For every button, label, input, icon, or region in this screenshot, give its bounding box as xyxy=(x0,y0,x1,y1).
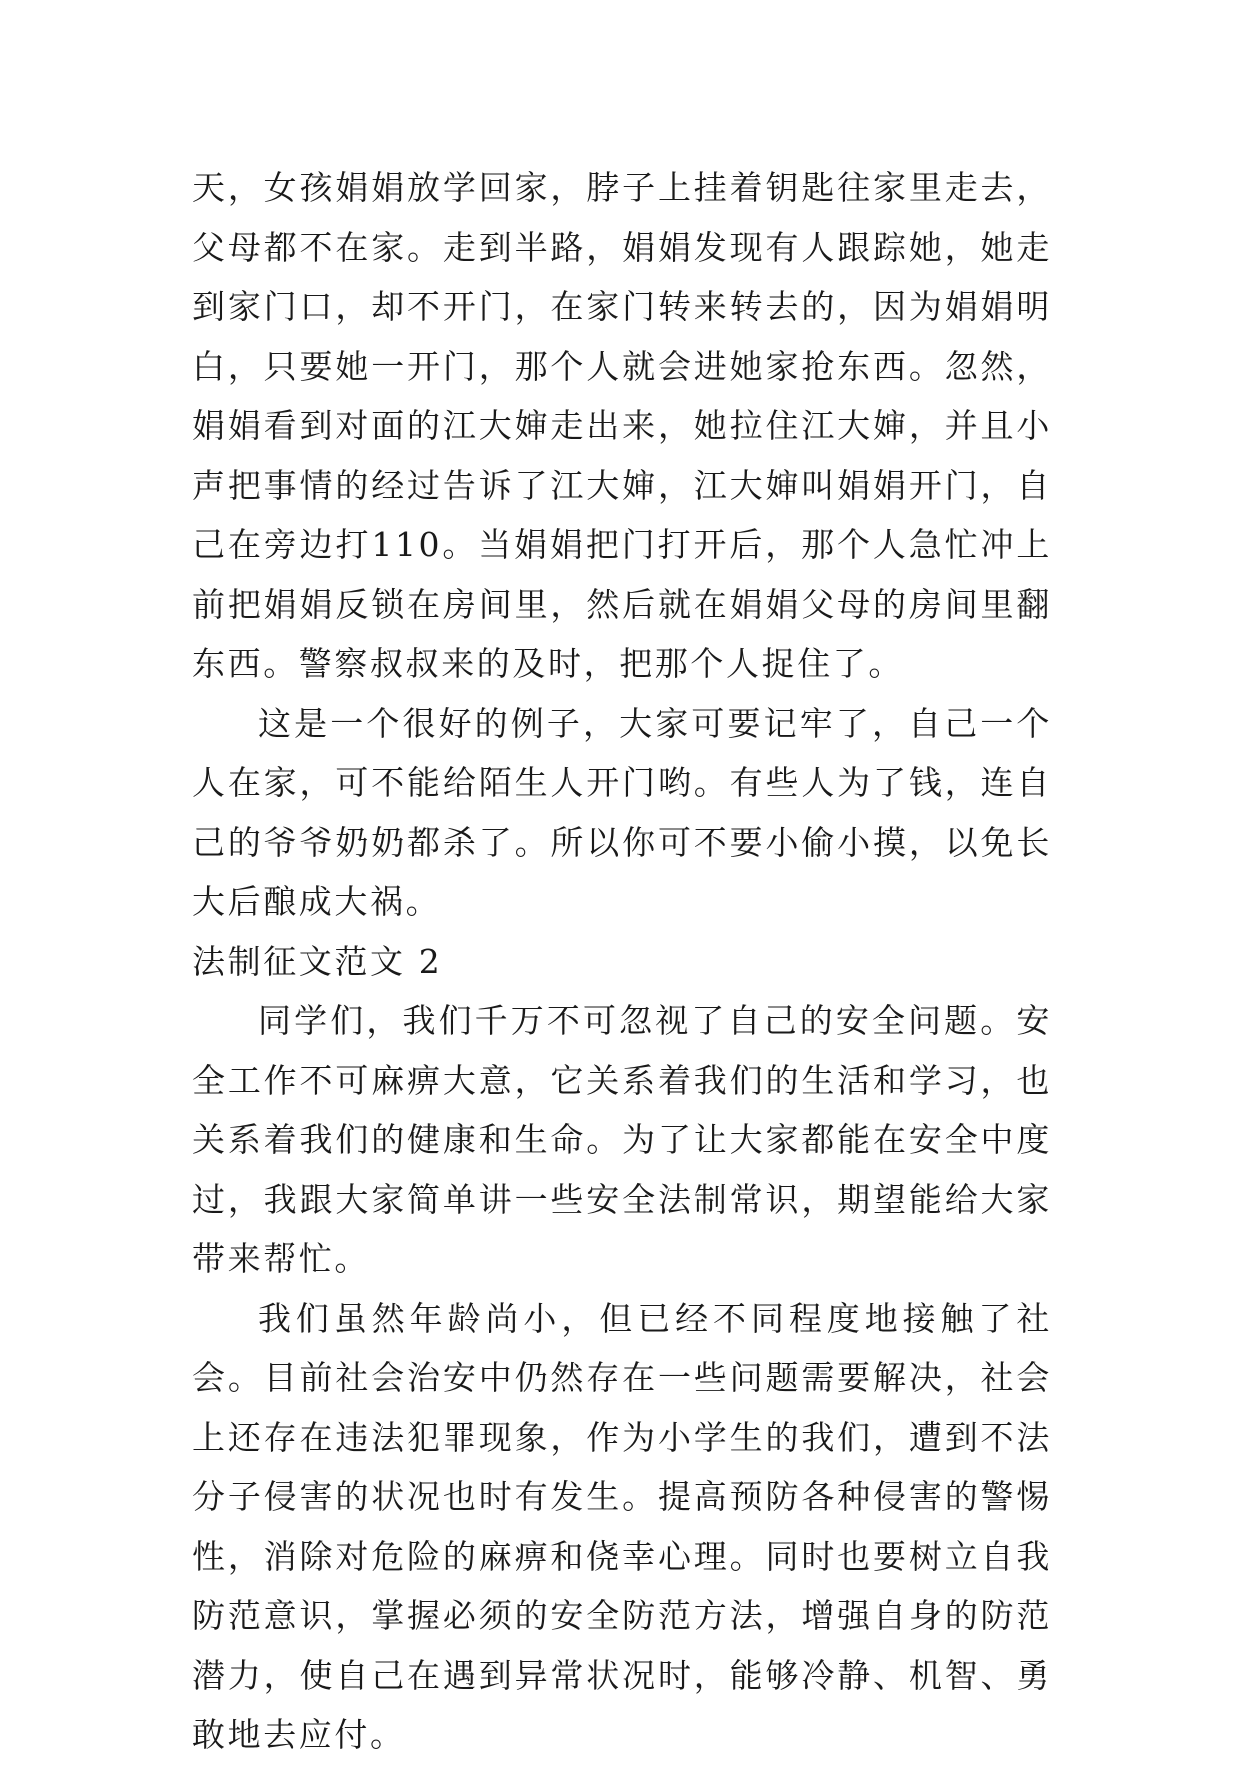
paragraph-lesson: 这是一个很好的例子，大家可要记牢了，自己一个人在家，可不能给陌生人开门哟。有些人为了钱，连自己的爷爷奶奶都杀了。所以你可不要小偷小摸，以免长大后酿成大祸。 xyxy=(192,703,1052,921)
paragraph-intro: 同学们，我们千万不可忽视了自己的安全问题。安全工作不可麻痹大意，它关系着我们的生活和学习，也关系着我们的健康和生命。为了让大家都能在安全中度过，我跟大家简单讲一些安全法制常识，期望能给大家带来帮忙。 xyxy=(192,1001,1052,1278)
section-heading: 法制征文范文 2 xyxy=(192,941,443,981)
document-body xyxy=(192,158,1052,1765)
paragraph-story-continuation: 天，女孩娟娟放学回家，脖子上挂着钥匙往家里走去，父母都不在家。走到半路，娟娟发现有人跟踪她，她走到家门口，却不开门，在家门转来转去的，因为娟娟明白，只要她一开门，那个人就会进她家抢东西。忽然，娟娟看到对面的江大婶走出来，她拉住江大婶，并且小声把事情的经过告诉了江大婶，江大婶叫娟娟开门，自己在旁边打110。当娟娟把门打开后，那个人急忙冲上前把娟娟反锁在房间里，然后就在娟娟父母的房间里翻东西。警察叔叔来的及时，把那个人捉住了。 xyxy=(192,168,1052,683)
paragraph-safety-awareness: 我们虽然年龄尚小，但已经不同程度地接触了社会。目前社会治安中仍然存在一些问题需要解决，社会上还存在违法犯罪现象，作为小学生的我们，遭到不法分子侵害的状况也时有发生。提高预防各种侵害的警惕性，消除对危险的麻痹和侥幸心理。同时也要树立自我防范意识，掌握必须的安全防范方法，增强自身的防范潜力，使自己在遇到异常状况时，能够冷静、机智、勇敢地去应付。 xyxy=(192,1298,1052,1754)
